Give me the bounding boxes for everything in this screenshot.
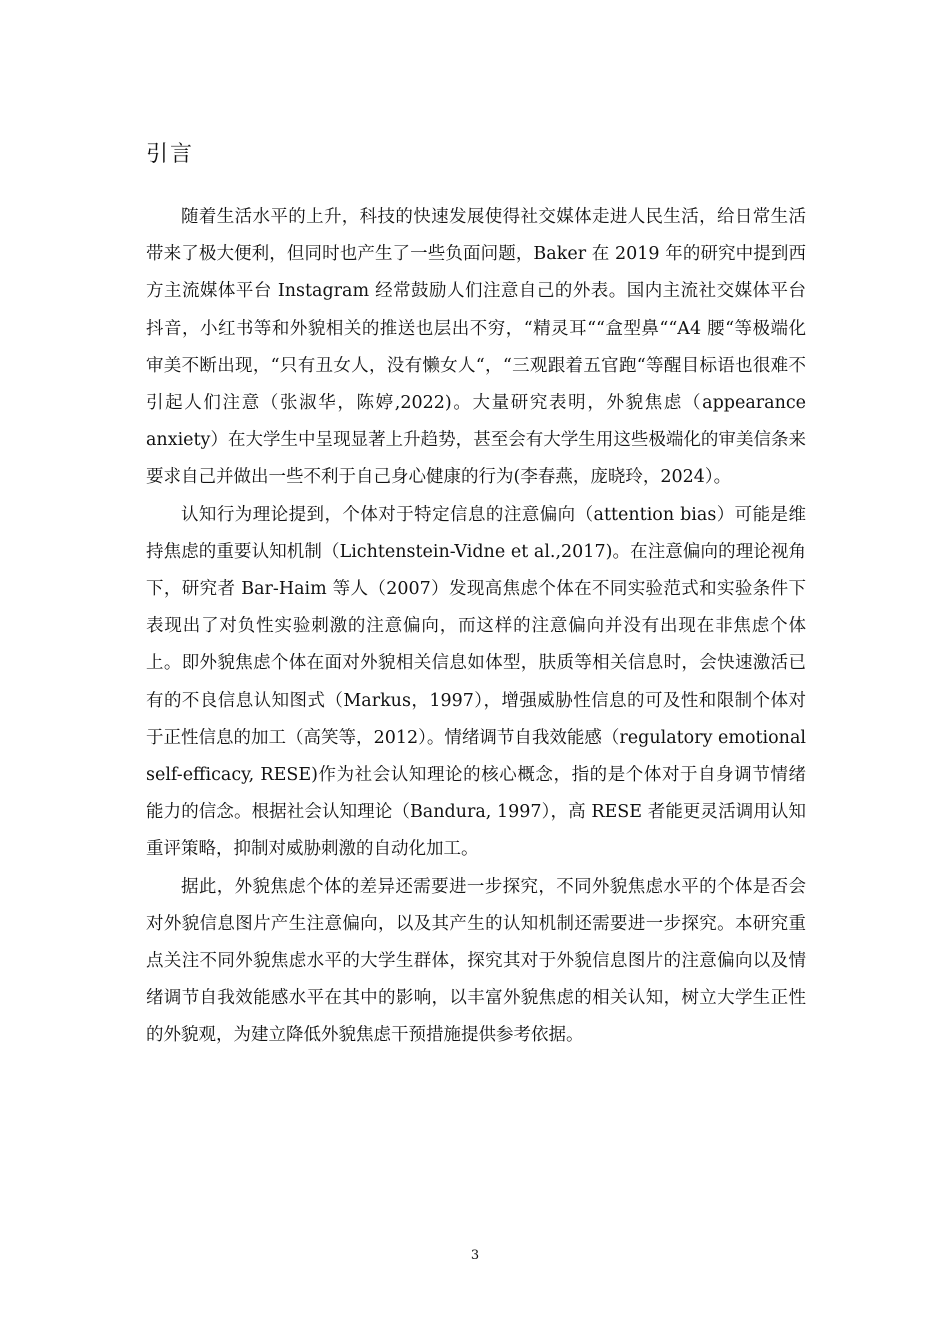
- section-heading: 引言: [146, 142, 195, 167]
- paragraph-2: 认知行为理论提到，个体对于特定信息的注意偏向（attention bias）可能是维持焦虑的重要认知机制（Lichtenstein-Vidne et al.,2017)。在注意偏向的理论视角下，研究者 Bar-Haim 等人（2007）发现高焦虑个体在不同实验范式和实验条件下表现出了对负性实验刺激的注意偏向，而这样的注意偏向并没有出现在非焦虑个体上。即外貌焦虑个体在面对外貌相关信息如体型，肤质等相关信息时，会快速激活已有的不良信息认知图式（Markus，1997），增强威胁性信息的可及性和限制个体对于正性信息的加工（高笑等，2012）。情绪调节自我效能感（regulatory emotional self-efficacy, RESE)作为社会认知理论的核心概念，指的是个体对于自身调节情绪能力的信念。根据社会认知理论（Bandura, 1997），高 RESE 者能更灵活调用认知重评策略，抑制对威胁刺激的自动化加工。: [146, 504, 806, 860]
- body-text: [146, 199, 806, 1055]
- paragraph-3: 据此，外貌焦虑个体的差异还需要进一步探究，不同外貌焦虑水平的个体是否会对外貌信息图片产生注意偏向，以及其产生的认知机制还需要进一步探究。本研究重点关注不同外貌焦虑水平的大学生群体，探究其对于外貌信息图片的注意偏向以及情绪调节自我效能感水平在其中的影响，以丰富外貌焦虑的相关认知，树立大学生正性的外貌观，为建立降低外貌焦虑干预措施提供参考依据。: [146, 876, 806, 1046]
- paragraph-1: 随着生活水平的上升，科技的快速发展使得社交媒体走进人民生活，给日常生活带来了极大便利，但同时也产生了一些负面问题，Baker 在 2019 年的研究中提到西方主流媒体平台 Instagram 经常鼓励人们注意自己的外表。国内主流社交媒体平台抖音，小红书等和外貌相关的推送也层出不穷，“精灵耳““盒型鼻““A4 腰“等极端化审美不断出现，“只有丑女人，没有懒女人“，“三观跟着五官跑“等醒目标语也很难不引起人们注意（张淑华，陈婷,2022)。大量研究表明，外貌焦虑（appearance anxiety）在大学生中呈现显著上升趋势，甚至会有大学生用这些极端化的审美信条来要求自己并做出一些不利于自己身心健康的行为(李春燕，庞晓玲，2024）。: [146, 207, 806, 488]
- page-number: 3: [470, 1248, 480, 1263]
